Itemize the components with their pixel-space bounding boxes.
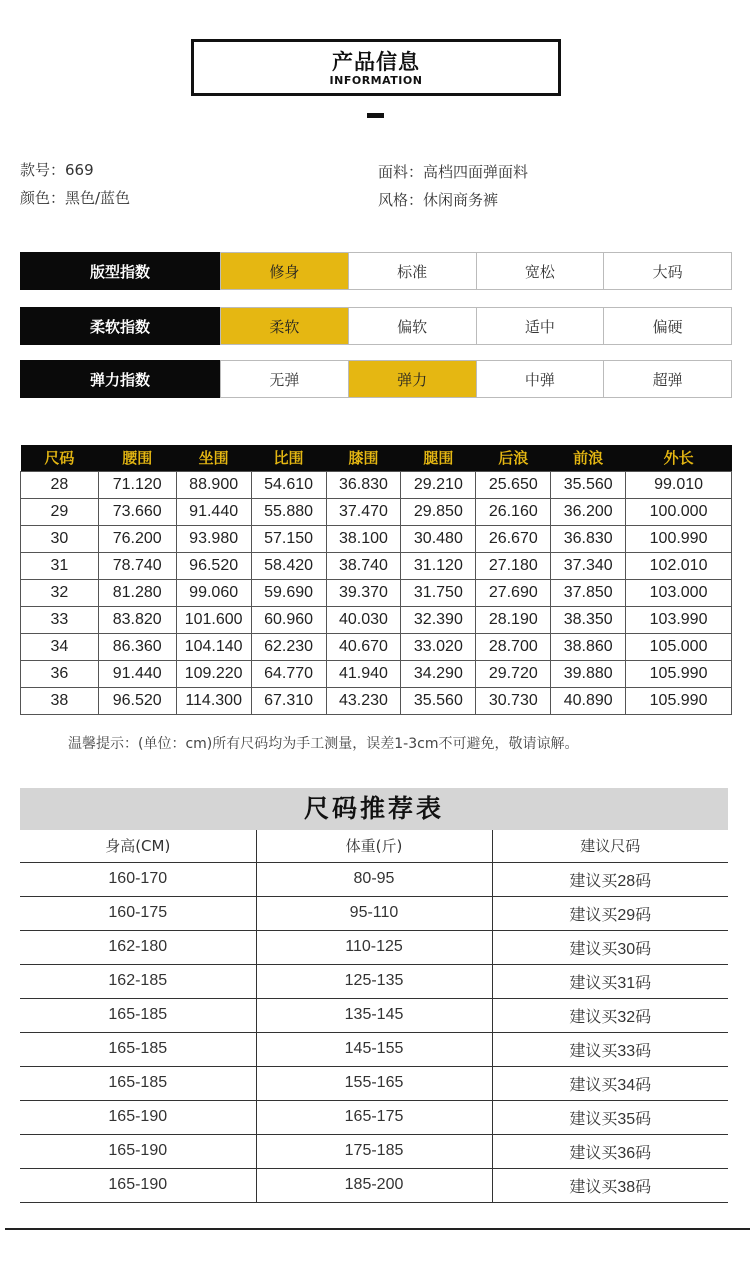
recommend-cell: 125-135 <box>256 964 492 998</box>
size-header-cell: 外长 <box>626 445 732 471</box>
size-cell: 78.740 <box>98 552 176 579</box>
size-cell: 29.850 <box>401 498 476 525</box>
size-cell: 33 <box>21 606 99 633</box>
size-cell: 101.600 <box>176 606 251 633</box>
size-cell: 36.830 <box>551 525 626 552</box>
size-header-cell: 前浪 <box>551 445 626 471</box>
recommend-header-row <box>20 830 728 862</box>
table-row <box>20 998 728 1032</box>
recommend-cell: 160-175 <box>20 896 256 930</box>
recommend-cell: 165-185 <box>20 1032 256 1066</box>
recommend-title: 尺码推荐表 <box>20 788 728 830</box>
recommend-cell: 建议买33码 <box>492 1032 728 1066</box>
info-style: 风格：休闲商务裤 <box>378 191 499 209</box>
recommend-cell: 162-185 <box>20 964 256 998</box>
size-cell: 26.160 <box>476 498 551 525</box>
recommend-cell: 175-185 <box>256 1134 492 1168</box>
size-cell: 32 <box>21 579 99 606</box>
size-note: 温馨提示：(单位：cm)所有尺码均为手工测量，误差1-3cm不可避免，敬请谅解。 <box>68 736 579 752</box>
index-label: 柔软指数 <box>20 307 220 345</box>
size-cell: 25.650 <box>476 471 551 498</box>
size-cell: 36.200 <box>551 498 626 525</box>
recommend-cell: 165-190 <box>20 1134 256 1168</box>
product-info-title-box <box>191 39 561 96</box>
recommend-cell: 185-200 <box>256 1168 492 1202</box>
title-divider <box>367 113 384 118</box>
size-cell: 30 <box>21 525 99 552</box>
title-english: INFORMATION <box>329 74 423 87</box>
table-row <box>20 930 728 964</box>
table-row <box>20 896 728 930</box>
recommend-cell: 建议买34码 <box>492 1066 728 1100</box>
size-cell: 58.420 <box>251 552 326 579</box>
index-row <box>20 252 732 290</box>
size-cell: 91.440 <box>176 498 251 525</box>
size-cell: 93.980 <box>176 525 251 552</box>
bottom-divider <box>5 1228 750 1230</box>
recommend-cell: 165-175 <box>256 1100 492 1134</box>
size-cell: 76.200 <box>98 525 176 552</box>
table-row <box>20 1168 728 1202</box>
table-row <box>20 862 728 896</box>
table-row <box>20 1134 728 1168</box>
size-cell: 57.150 <box>251 525 326 552</box>
size-cell: 55.880 <box>251 498 326 525</box>
size-header-cell: 尺码 <box>21 445 99 471</box>
size-cell: 91.440 <box>98 660 176 687</box>
size-cell: 96.520 <box>176 552 251 579</box>
size-cell: 39.880 <box>551 660 626 687</box>
size-cell: 36 <box>21 660 99 687</box>
size-cell: 28.700 <box>476 633 551 660</box>
index-option: 偏软 <box>349 307 477 345</box>
size-cell: 86.360 <box>98 633 176 660</box>
size-cell: 37.340 <box>551 552 626 579</box>
size-cell: 31.120 <box>401 552 476 579</box>
size-cell: 27.690 <box>476 579 551 606</box>
size-cell: 28.190 <box>476 606 551 633</box>
recommend-cell: 建议买32码 <box>492 998 728 1032</box>
size-cell: 96.520 <box>98 687 176 714</box>
table-row <box>21 633 732 660</box>
table-row <box>21 687 732 714</box>
recommend-cell: 80-95 <box>256 862 492 896</box>
size-cell: 30.730 <box>476 687 551 714</box>
size-cell: 62.230 <box>251 633 326 660</box>
title-chinese: 产品信息 <box>332 50 420 74</box>
recommend-cell: 145-155 <box>256 1032 492 1066</box>
index-option: 中弹 <box>477 360 605 398</box>
table-row <box>21 552 732 579</box>
index-option: 无弹 <box>220 360 349 398</box>
size-cell: 88.900 <box>176 471 251 498</box>
size-cell: 27.180 <box>476 552 551 579</box>
recommend-cell: 建议买30码 <box>492 930 728 964</box>
size-header-cell: 坐围 <box>176 445 251 471</box>
size-cell: 40.890 <box>551 687 626 714</box>
size-cell: 38 <box>21 687 99 714</box>
size-cell: 38.860 <box>551 633 626 660</box>
size-cell: 37.850 <box>551 579 626 606</box>
index-option: 宽松 <box>477 252 605 290</box>
size-cell: 99.010 <box>626 471 732 498</box>
recommend-header-cell: 身高(CM) <box>20 830 256 862</box>
table-row <box>21 471 732 498</box>
size-cell: 99.060 <box>176 579 251 606</box>
size-cell: 29.720 <box>476 660 551 687</box>
recommend-cell: 155-165 <box>256 1066 492 1100</box>
index-label: 弹力指数 <box>20 360 220 398</box>
size-cell: 83.820 <box>98 606 176 633</box>
index-option: 偏硬 <box>604 307 732 345</box>
size-cell: 114.300 <box>176 687 251 714</box>
size-header-cell: 腿围 <box>401 445 476 471</box>
recommend-cell: 165-185 <box>20 998 256 1032</box>
size-cell: 31.750 <box>401 579 476 606</box>
size-cell: 64.770 <box>251 660 326 687</box>
table-row <box>21 579 732 606</box>
recommend-cell: 165-185 <box>20 1066 256 1100</box>
size-cell: 30.480 <box>401 525 476 552</box>
size-cell: 32.390 <box>401 606 476 633</box>
size-cell: 35.560 <box>551 471 626 498</box>
table-row <box>21 660 732 687</box>
recommend-cell: 165-190 <box>20 1168 256 1202</box>
recommend-cell: 建议买36码 <box>492 1134 728 1168</box>
size-cell: 104.140 <box>176 633 251 660</box>
size-cell: 29 <box>21 498 99 525</box>
size-cell: 41.940 <box>326 660 401 687</box>
index-row <box>20 307 732 345</box>
size-cell: 100.990 <box>626 525 732 552</box>
index-option-selected: 弹力 <box>349 360 477 398</box>
recommend-table <box>20 830 728 1203</box>
recommend-cell: 165-190 <box>20 1100 256 1134</box>
size-cell: 54.610 <box>251 471 326 498</box>
recommend-cell: 建议买28码 <box>492 862 728 896</box>
size-cell: 28 <box>21 471 99 498</box>
size-cell: 38.350 <box>551 606 626 633</box>
size-cell: 35.560 <box>401 687 476 714</box>
size-cell: 38.100 <box>326 525 401 552</box>
size-cell: 109.220 <box>176 660 251 687</box>
recommend-cell: 160-170 <box>20 862 256 896</box>
size-cell: 26.670 <box>476 525 551 552</box>
index-option: 超弹 <box>604 360 732 398</box>
index-option-selected: 柔软 <box>220 307 349 345</box>
index-option: 适中 <box>477 307 605 345</box>
size-cell: 34.290 <box>401 660 476 687</box>
recommend-cell: 建议买35码 <box>492 1100 728 1134</box>
size-header-cell: 膝围 <box>326 445 401 471</box>
size-cell: 105.990 <box>626 687 732 714</box>
size-cell: 60.960 <box>251 606 326 633</box>
size-header-cell: 腰围 <box>98 445 176 471</box>
size-cell: 105.990 <box>626 660 732 687</box>
recommend-cell: 95-110 <box>256 896 492 930</box>
size-cell: 40.030 <box>326 606 401 633</box>
size-cell: 59.690 <box>251 579 326 606</box>
table-row <box>21 525 732 552</box>
index-option-selected: 修身 <box>220 252 349 290</box>
recommend-header-cell: 建议尺码 <box>492 830 728 862</box>
size-table <box>20 445 732 715</box>
size-cell: 67.310 <box>251 687 326 714</box>
table-row <box>20 1032 728 1066</box>
size-cell: 81.280 <box>98 579 176 606</box>
recommend-cell: 162-180 <box>20 930 256 964</box>
size-cell: 43.230 <box>326 687 401 714</box>
recommend-cell: 建议买31码 <box>492 964 728 998</box>
size-cell: 102.010 <box>626 552 732 579</box>
size-cell: 31 <box>21 552 99 579</box>
recommend-cell: 建议买29码 <box>492 896 728 930</box>
index-row <box>20 360 732 398</box>
size-cell: 103.990 <box>626 606 732 633</box>
table-row <box>20 1066 728 1100</box>
index-option: 大码 <box>604 252 732 290</box>
size-cell: 71.120 <box>98 471 176 498</box>
size-cell: 103.000 <box>626 579 732 606</box>
size-cell: 29.210 <box>401 471 476 498</box>
size-header-cell: 比围 <box>251 445 326 471</box>
size-cell: 40.670 <box>326 633 401 660</box>
recommend-cell: 135-145 <box>256 998 492 1032</box>
index-label: 版型指数 <box>20 252 220 290</box>
table-row <box>20 1100 728 1134</box>
table-row <box>21 498 732 525</box>
index-option: 标准 <box>349 252 477 290</box>
size-cell: 37.470 <box>326 498 401 525</box>
size-cell: 39.370 <box>326 579 401 606</box>
recommend-cell: 建议买38码 <box>492 1168 728 1202</box>
size-cell: 34 <box>21 633 99 660</box>
size-cell: 38.740 <box>326 552 401 579</box>
size-cell: 33.020 <box>401 633 476 660</box>
recommend-cell: 110-125 <box>256 930 492 964</box>
size-cell: 36.830 <box>326 471 401 498</box>
table-row <box>20 964 728 998</box>
size-cell: 73.660 <box>98 498 176 525</box>
table-row <box>21 606 732 633</box>
size-cell: 105.000 <box>626 633 732 660</box>
recommend-header-cell: 体重(斤) <box>256 830 492 862</box>
info-fabric: 面料：高档四面弹面料 <box>378 163 529 181</box>
size-header-cell: 后浪 <box>476 445 551 471</box>
info-color: 颜色：黑色/蓝色 <box>20 189 131 207</box>
info-model: 款号：669 <box>20 161 94 179</box>
size-cell: 100.000 <box>626 498 732 525</box>
